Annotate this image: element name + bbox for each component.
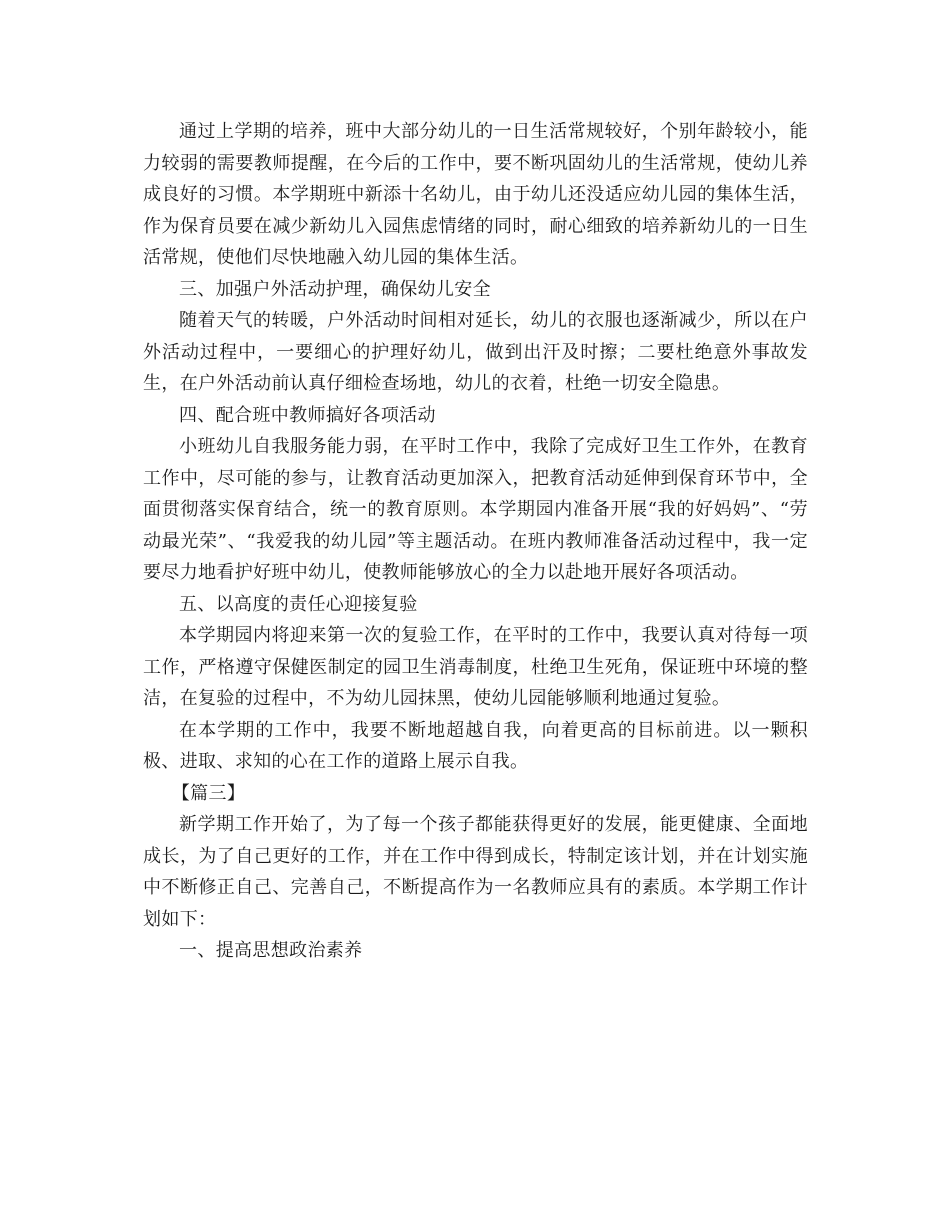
heading-section-three: 三、加强户外活动护理，确保幼儿安全	[179, 278, 491, 300]
section-label-part-three: 【篇三】	[171, 782, 246, 804]
paragraph-new-semester: 新学期工作开始了，为了每一个孩子都能获得更好的发展，能更健康、全面地成长，为了自己更好的工作，并在工作中得到成长，特制定该计划，并在计划实施中不断修正自己、完善自己，不断提高作为一名教师应具有的素质。本学期工作计划如下：	[143, 814, 808, 930]
paragraph-outdoor-safety: 随着天气的转暖，户外活动时间相对延长，幼儿的衣服也逐渐减少，所以在户外活动过程中，一要细心的护理好幼儿，做到出汗及时擦；二要杜绝意外事故发生，在户外活动前认真仔细检查场地，幼儿的衣着，杜绝一切安全隐患。	[143, 310, 808, 394]
paragraph-closing: 在本学期的工作中，我要不断地超越自我，向着更高的目标前进。以一颗积极、进取、求知的心在工作的道路上展示自我。	[143, 719, 808, 772]
heading-section-five: 五、以高度的责任心迎接复验	[179, 593, 418, 615]
paragraph-inspection: 本学期园内将迎来第一次的复验工作，在平时的工作中，我要认真对待每一项工作，严格遵守保健医制定的园卫生消毒制度，杜绝卫生死角，保证班中环境的整洁，在复验的过程中，不为幼儿园抹黑，使幼儿园能够顺利地通过复验。	[143, 625, 808, 709]
paragraph-routine-habits: 通过上学期的培养，班中大部分幼儿的一日生活常规较好，个别年龄较小，能力较弱的需要教师提醒，在今后的工作中，要不断巩固幼儿的生活常规，使幼儿养成良好的习惯。本学期班中新添十名幼儿，由于幼儿还没适应幼儿园的集体生活，作为保育员要在减少新幼儿入园焦虑情绪的同时，耐心细致的培养新幼儿的一日生活常规，使他们尽快地融入幼儿园的集体生活。	[143, 121, 808, 268]
paragraph-teacher-cooperation: 小班幼儿自我服务能力弱，在平时工作中，我除了完成好卫生工作外，在教育工作中，尽可能的参与，让教育活动更加深入，把教育活动延伸到保育环节中，全面贯彻落实保育结合，统一的教育原则。本学期园内准备开展“我的好妈妈”、“劳动最光荣”、“我爱我的幼儿园”等主题活动。在班内教师准备活动过程中，我一定要尽力地看护好班中幼儿，使教师能够放心的全力以赴地开展好各项活动。	[143, 436, 808, 583]
document-body	[143, 116, 808, 967]
heading-section-four: 四、配合班中教师搞好各项活动	[179, 404, 436, 426]
heading-section-one: 一、提高思想政治素养	[179, 940, 363, 961]
